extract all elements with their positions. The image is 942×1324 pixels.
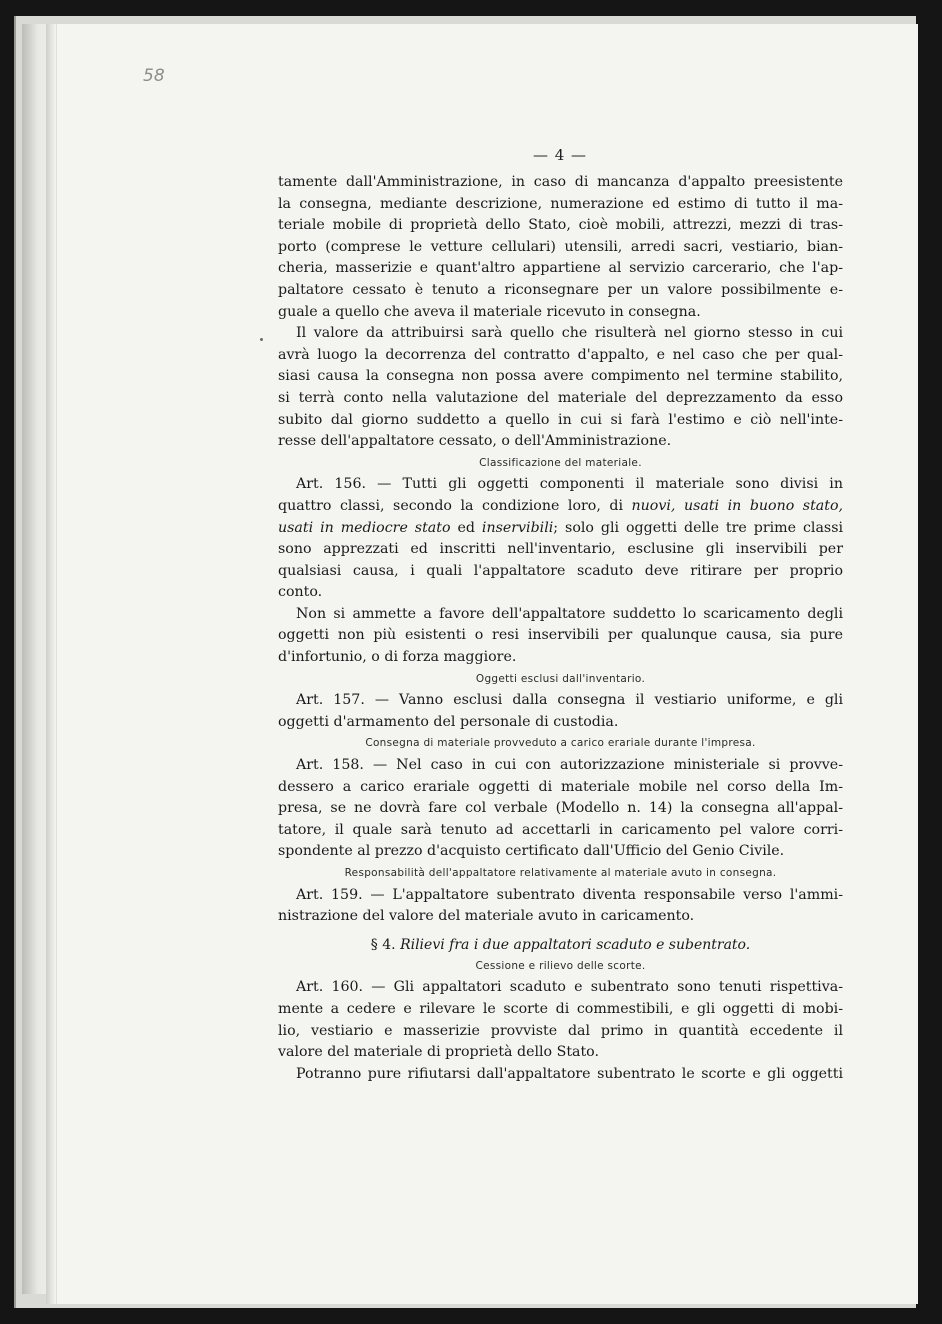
italic-fragment: inservibili (481, 519, 554, 536)
text-line (278, 518, 843, 540)
text-line: paltatore cessato è tenuto a riconsegnare per un valore possibilmente e- (278, 281, 843, 298)
text-fragment: ed (450, 519, 482, 536)
text-line: Il valore da attribuirsi sarà quello che risulterà nel giorno stesso in cui (296, 325, 843, 342)
text-line: Art. 160. — Gli appaltatori scaduto e subentrato sono tenuti rispettiva- (296, 979, 843, 996)
text-line: nistrazione del valore del materiale avuto in caricamento. (278, 908, 695, 925)
text-line: Potranno pure rifiutarsi dall'appaltatore subentrato le scorte e gli oggetti (296, 1065, 843, 1082)
text-line: resse dell'appaltatore cessato, o dell'Amministrazione. (278, 433, 672, 450)
text-line: Art. 158. — Nel caso in cui con autorizzazione ministeriale si provve- (296, 757, 843, 774)
text-line: dessero a carico erariale oggetti di materiale mobile nel corso della Im- (278, 778, 843, 795)
pencil-annotation: 58 (143, 66, 165, 86)
article-heading: Responsabilità dell'appaltatore relativamente al materiale avuto in consegna. (344, 867, 777, 879)
article-heading: Consegna di materiale provveduto a carico erariale durante l'impresa. (365, 737, 756, 750)
text-line: subito dal giorno suddetto a quello in cui si farà l'estimo e ciò nell'inte- (278, 411, 843, 428)
article-heading: Cessione e rilievo delle scorte. (475, 959, 646, 972)
text-line: tamente dall'Amministrazione, in caso di mancanza d'appalto preesistente (278, 174, 843, 190)
text-line: cheria, masserizie e quant'altro appartiene al servizio carcerario, che l'ap- (278, 260, 843, 277)
text-line: valore del materiale di proprietà dello Stato. (278, 1044, 599, 1061)
section-title (278, 932, 843, 956)
text-line: avrà luogo la decorrenza del contratto d'appalto, e nel caso che per qual- (278, 346, 843, 363)
text-line: lio, vestiario e masserizie provviste dal primo in quantità eccedente il (278, 1022, 843, 1039)
text-line (278, 496, 843, 518)
text-line: presa, se ne dovrà fare col verbale (Modello n. 14) la consegna all'appal- (278, 800, 843, 817)
text-line: qualsiasi causa, i quali l'appaltatore scaduto deve ritirare per proprio (278, 562, 843, 579)
article-heading: Classificazione del materiale. (479, 456, 642, 469)
text-line: Art. 157. — Vanno esclusi dalla consegna il vestiario uniforme, e gli (296, 692, 843, 709)
page-number: — 4 — (532, 146, 588, 164)
text-line: siasi causa la consegna non possa avere compimento nel termine stabilito, (278, 368, 843, 385)
text-line: oggetti non più esistenti o resi inservibili per qualunque causa, sia pure (278, 627, 843, 644)
text-line: Non si ammette a favore dell'appaltatore suddetto lo scaricamento degli (296, 605, 843, 622)
article-heading: Oggetti esclusi dall'inventario. (475, 672, 646, 685)
text-line: porto (comprese le vetture cellulari) utensili, arredi sacri, vestiario, bian- (278, 238, 843, 255)
section-title-text: Rilievi fra i due appaltatori scaduto e subentrato. (400, 936, 751, 953)
text-fragment: ; solo gli oggetti delle tre prime classi (553, 519, 844, 536)
text-line: mente a cedere e rilevare le scorte di commestibili, e gli oggetti di mobi- (278, 1000, 843, 1017)
body-text (278, 172, 843, 1085)
text-line: Art. 156. — Tutti gli oggetti componenti il materiale sono divisi in (296, 476, 843, 493)
page-gutter-shadow (46, 24, 56, 1304)
text-line: d'infortunio, o di forza maggiore. (278, 649, 517, 666)
text-fragment: quattro classi, secondo la condizione loro, di (278, 497, 632, 514)
text-line: tatore, il quale sarà tenuto ad accettarli in caricamento pel valore corri- (278, 821, 843, 838)
section-number: § 4. (370, 936, 396, 953)
text-line: teriale mobile di proprietà dello Stato, cioè mobili, attrezzi, mezzi di tras- (278, 217, 843, 234)
italic-fragment: nuovi, usati in buono stato, (631, 497, 843, 514)
text-line: sono apprezzati ed inscritti nell'inventario, esclusine gli inservibili per (278, 541, 843, 558)
italic-fragment: usati in mediocre stato (278, 519, 451, 536)
text-line: la consegna, mediante descrizione, numerazione ed estimo di tutto il ma- (278, 195, 843, 212)
text-line: conto. (278, 584, 323, 601)
text-line: Art. 159. — L'appaltatore subentrato diventa responsabile verso l'ammi- (296, 886, 843, 903)
text-line: spondente al prezzo d'acquisto certificato dall'Ufficio del Genio Civile. (278, 843, 785, 860)
margin-mark (260, 338, 263, 341)
text-line: oggetti d'armamento del personale di custodia. (278, 713, 619, 730)
page-fold-line (56, 24, 57, 1304)
text-line: guale a quello che aveva il materiale ricevuto in consegna. (278, 303, 701, 320)
text-line: si terrà conto nella valutazione del materiale del deprezzamento da esso (278, 389, 843, 406)
